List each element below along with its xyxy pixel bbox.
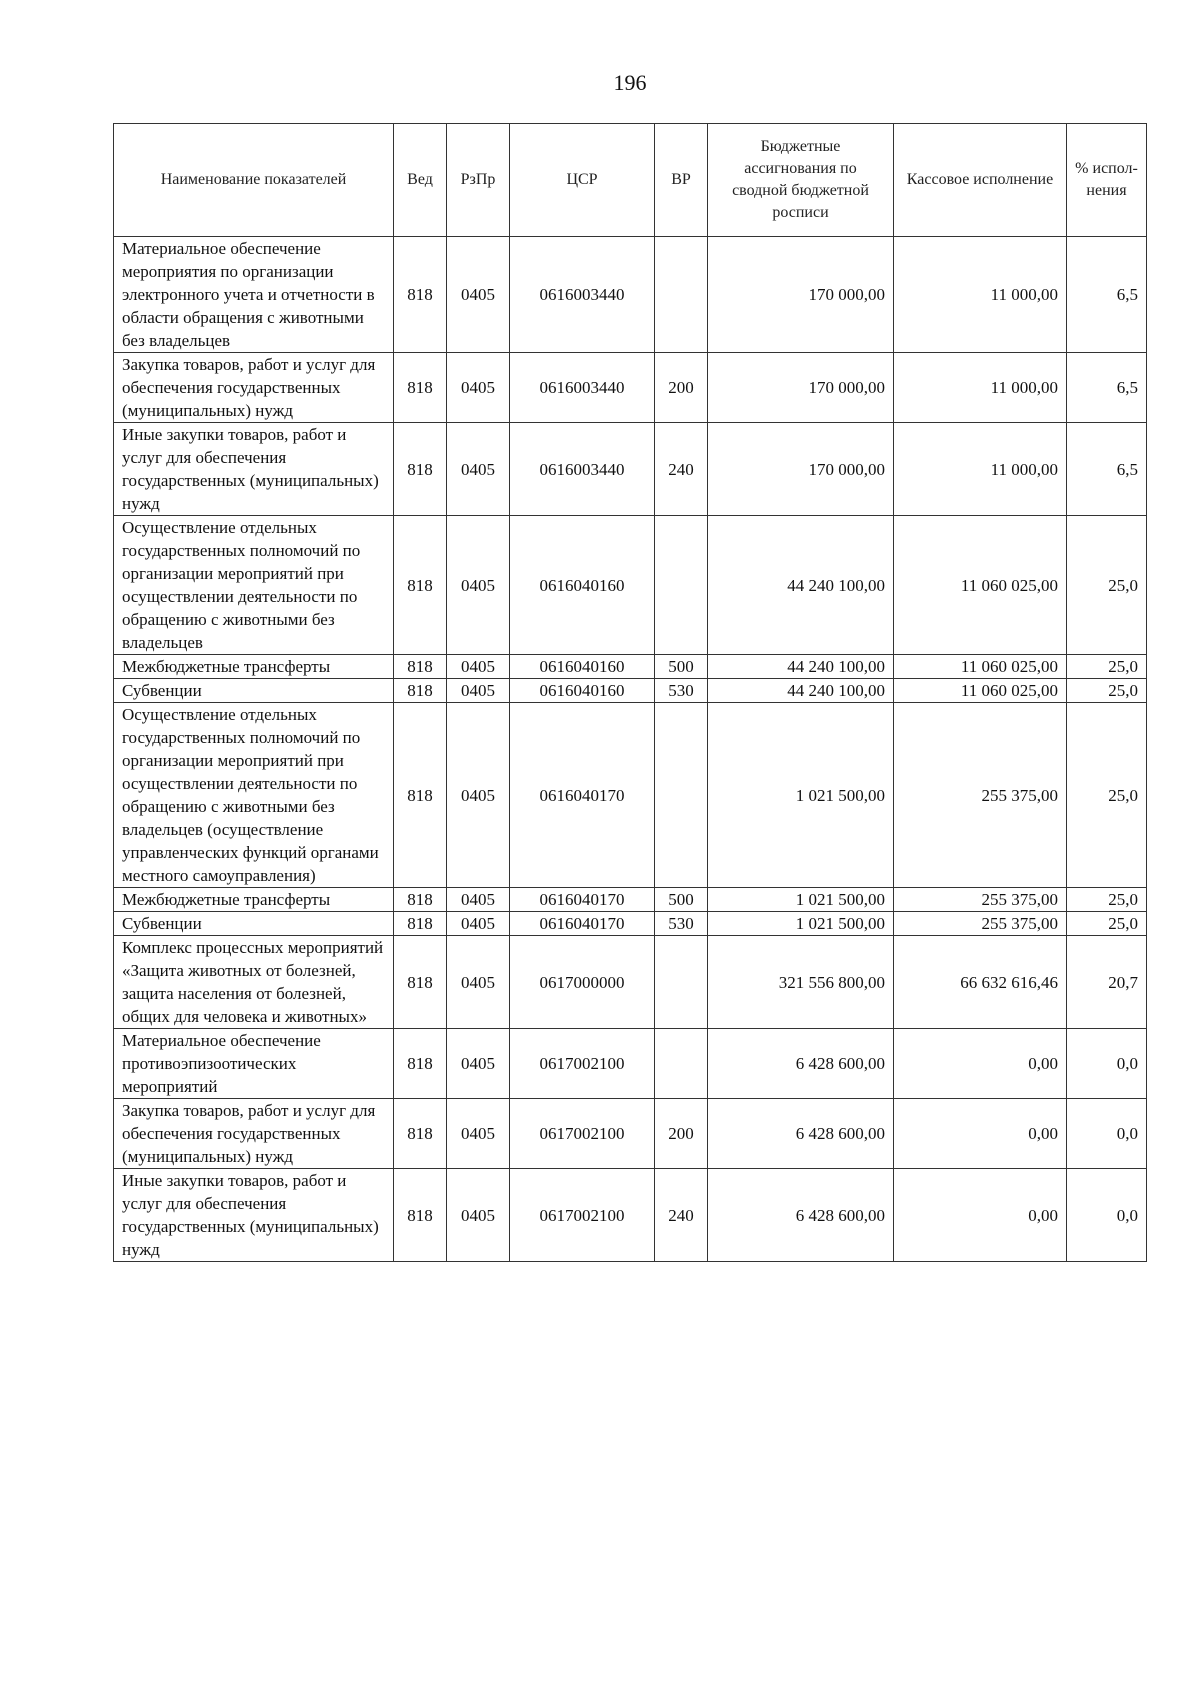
- row-name: Закупка товаров, работ и услуг для обеспечения государственных (муниципальных) нужд: [114, 353, 394, 423]
- row-vr: 240: [655, 423, 708, 516]
- row-budget: 1 021 500,00: [708, 912, 894, 936]
- row-cash: 11 000,00: [894, 353, 1067, 423]
- row-budget: 170 000,00: [708, 423, 894, 516]
- row-budget: 6 428 600,00: [708, 1029, 894, 1099]
- row-name: Иные закупки товаров, работ и услуг для обеспечения государственных (муниципальных) нужд: [114, 423, 394, 516]
- row-cash: 11 060 025,00: [894, 655, 1067, 679]
- row-rzpr: 0405: [447, 353, 510, 423]
- row-vr: 200: [655, 1099, 708, 1169]
- row-csr: 0617000000: [510, 936, 655, 1029]
- row-budget: 44 240 100,00: [708, 655, 894, 679]
- row-csr: 0616003440: [510, 237, 655, 353]
- table-row: [114, 655, 1147, 679]
- budget-execution-table: [113, 123, 1147, 1262]
- row-ved: 818: [394, 1169, 447, 1262]
- row-name: Осуществление отдельных государственных полномочий по организации мероприятий при осуществлении деятельности по обращению с животными без владельцев: [114, 516, 394, 655]
- row-budget: 44 240 100,00: [708, 679, 894, 703]
- row-ved: 818: [394, 655, 447, 679]
- row-vr: 240: [655, 1169, 708, 1262]
- row-rzpr: 0405: [447, 679, 510, 703]
- table-row: [114, 703, 1147, 888]
- row-budget: 1 021 500,00: [708, 703, 894, 888]
- row-rzpr: 0405: [447, 888, 510, 912]
- table-row: [114, 679, 1147, 703]
- row-cash: 11 000,00: [894, 237, 1067, 353]
- row-csr: 0616040160: [510, 516, 655, 655]
- row-vr: [655, 1029, 708, 1099]
- row-budget: 321 556 800,00: [708, 936, 894, 1029]
- row-csr: 0617002100: [510, 1029, 655, 1099]
- row-percent: 25,0: [1067, 655, 1147, 679]
- row-cash: 11 060 025,00: [894, 679, 1067, 703]
- row-budget: 1 021 500,00: [708, 888, 894, 912]
- row-csr: 0616040170: [510, 912, 655, 936]
- row-ved: 818: [394, 703, 447, 888]
- table-row: [114, 1099, 1147, 1169]
- row-cash: 11 060 025,00: [894, 516, 1067, 655]
- table-row: [114, 936, 1147, 1029]
- row-percent: 0,0: [1067, 1099, 1147, 1169]
- row-csr: 0617002100: [510, 1169, 655, 1262]
- row-name: Субвенции: [114, 912, 394, 936]
- row-rzpr: 0405: [447, 1169, 510, 1262]
- row-rzpr: 0405: [447, 1099, 510, 1169]
- table-row: [114, 237, 1147, 353]
- row-cash: 0,00: [894, 1029, 1067, 1099]
- row-ved: 818: [394, 1029, 447, 1099]
- row-vr: [655, 516, 708, 655]
- row-vr: 530: [655, 912, 708, 936]
- table-row: [114, 423, 1147, 516]
- row-budget: 44 240 100,00: [708, 516, 894, 655]
- row-name: Осуществление отдельных государственных полномочий по организации мероприятий при осуществлении деятельности по обращению с животными без владельцев (осуществление управленческих функций органами местного самоуправления): [114, 703, 394, 888]
- row-vr: [655, 936, 708, 1029]
- row-percent: 0,0: [1067, 1029, 1147, 1099]
- header-csr: ЦСР: [510, 124, 655, 237]
- row-cash: 0,00: [894, 1169, 1067, 1262]
- row-vr: 500: [655, 888, 708, 912]
- row-name: Материальное обеспечение мероприятия по организации электронного учета и отчетности в области обращения с животными без владельцев: [114, 237, 394, 353]
- row-budget: 6 428 600,00: [708, 1169, 894, 1262]
- row-ved: 818: [394, 423, 447, 516]
- row-csr: 0616040160: [510, 655, 655, 679]
- row-rzpr: 0405: [447, 936, 510, 1029]
- row-budget: 170 000,00: [708, 237, 894, 353]
- header-name: Наименование показателей: [114, 124, 394, 237]
- row-name: Субвенции: [114, 679, 394, 703]
- row-rzpr: 0405: [447, 516, 510, 655]
- row-ved: 818: [394, 679, 447, 703]
- table-row: [114, 516, 1147, 655]
- row-ved: 818: [394, 237, 447, 353]
- row-rzpr: 0405: [447, 912, 510, 936]
- row-name: Закупка товаров, работ и услуг для обеспечения государственных (муниципальных) нужд: [114, 1099, 394, 1169]
- row-budget: 6 428 600,00: [708, 1099, 894, 1169]
- row-ved: 818: [394, 912, 447, 936]
- row-cash: 66 632 616,46: [894, 936, 1067, 1029]
- row-vr: [655, 237, 708, 353]
- row-percent: 6,5: [1067, 237, 1147, 353]
- row-ved: 818: [394, 1099, 447, 1169]
- row-cash: 0,00: [894, 1099, 1067, 1169]
- row-rzpr: 0405: [447, 237, 510, 353]
- row-csr: 0616040160: [510, 679, 655, 703]
- row-vr: [655, 703, 708, 888]
- table-row: [114, 353, 1147, 423]
- row-name: Межбюджетные трансферты: [114, 655, 394, 679]
- row-cash: 255 375,00: [894, 912, 1067, 936]
- row-rzpr: 0405: [447, 1029, 510, 1099]
- table-row: [114, 1029, 1147, 1099]
- table-header-row: [114, 124, 1147, 237]
- row-csr: 0616040170: [510, 703, 655, 888]
- row-budget: 170 000,00: [708, 353, 894, 423]
- row-cash: 255 375,00: [894, 888, 1067, 912]
- row-ved: 818: [394, 936, 447, 1029]
- row-percent: 6,5: [1067, 353, 1147, 423]
- header-percent: % испол-нения: [1067, 124, 1147, 237]
- row-name: Комплекс процессных мероприятий «Защита животных от болезней, защита населения от болезней, общих для человека и животных»: [114, 936, 394, 1029]
- row-cash: 11 000,00: [894, 423, 1067, 516]
- row-vr: 200: [655, 353, 708, 423]
- row-percent: 0,0: [1067, 1169, 1147, 1262]
- header-rzpr: РзПр: [447, 124, 510, 237]
- row-csr: 0616003440: [510, 353, 655, 423]
- header-ved: Вед: [394, 124, 447, 237]
- row-ved: 818: [394, 516, 447, 655]
- table-row: [114, 912, 1147, 936]
- row-percent: 25,0: [1067, 703, 1147, 888]
- row-percent: 25,0: [1067, 888, 1147, 912]
- row-rzpr: 0405: [447, 703, 510, 888]
- row-cash: 255 375,00: [894, 703, 1067, 888]
- row-csr: 0617002100: [510, 1099, 655, 1169]
- row-csr: 0616040170: [510, 888, 655, 912]
- row-percent: 6,5: [1067, 423, 1147, 516]
- row-ved: 818: [394, 888, 447, 912]
- row-percent: 20,7: [1067, 936, 1147, 1029]
- row-rzpr: 0405: [447, 423, 510, 516]
- row-rzpr: 0405: [447, 655, 510, 679]
- header-cash: Кассовое исполнение: [894, 124, 1067, 237]
- row-name: Материальное обеспечение противоэпизоотических мероприятий: [114, 1029, 394, 1099]
- row-vr: 530: [655, 679, 708, 703]
- row-percent: 25,0: [1067, 516, 1147, 655]
- header-budget: Бюджетные ассигнования по сводной бюджетной росписи: [708, 124, 894, 237]
- table-row: [114, 1169, 1147, 1262]
- row-percent: 25,0: [1067, 679, 1147, 703]
- row-csr: 0616003440: [510, 423, 655, 516]
- row-percent: 25,0: [1067, 912, 1147, 936]
- row-name: Межбюджетные трансферты: [114, 888, 394, 912]
- row-name: Иные закупки товаров, работ и услуг для обеспечения государственных (муниципальных) нужд: [114, 1169, 394, 1262]
- table-row: [114, 888, 1147, 912]
- row-ved: 818: [394, 353, 447, 423]
- page-number: 196: [613, 70, 647, 95]
- header-vr: ВР: [655, 124, 708, 237]
- row-vr: 500: [655, 655, 708, 679]
